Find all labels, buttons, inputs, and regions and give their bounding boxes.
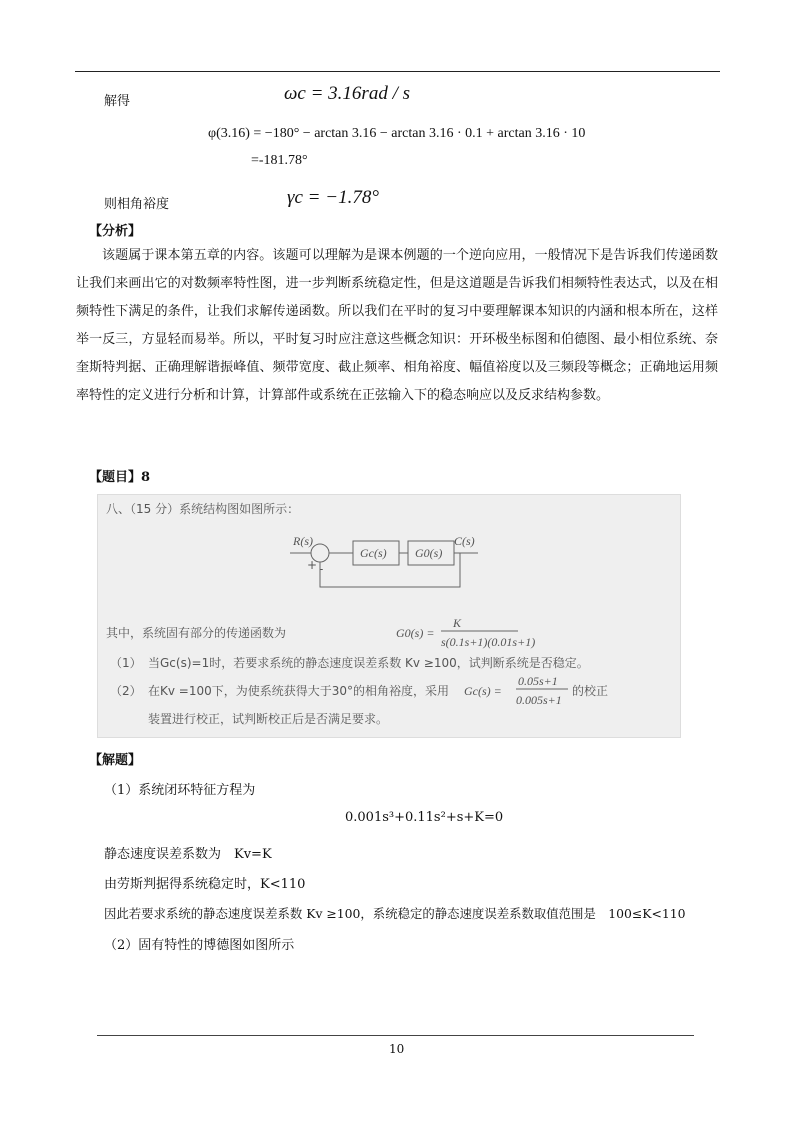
routh-line: 由劳斯判据得系统稳定时，K<110	[104, 877, 306, 892]
range-line: 因此若要求系统的静态速度误差系数 Kv ≥100，系统稳定的静态速度误差系数取值范围是 100≤K<110	[104, 906, 686, 921]
g0-denominator: s(0.1s+1)(0.01s+1)	[441, 635, 536, 649]
page-number: 10	[389, 1042, 405, 1056]
solution-part2: （2）固有特性的博德图如图所示	[104, 938, 295, 953]
analysis-paragraph	[76, 242, 718, 410]
kv-line: 静态速度误差系数为 Kv=K	[104, 847, 272, 862]
g0-label: G0(s)	[415, 546, 443, 560]
characteristic-equation: 0.001s³+0.11s²+s+K=0	[345, 810, 504, 825]
q2-gc: Gc(s) =	[464, 684, 502, 698]
q2-text-a: 在Kv =100下，为使系统获得大于30°的相角裕度，采用	[148, 684, 450, 698]
analysis-text: 该题属于课本第五章的内容。该题可以理解为是课本例题的一个逆向应用，一般情况下是告诉我们传递函数让我们来画出它的对数频率特性图，进一步判断系统稳定性，但是这道题是告诉我们相频特性表达式，以及在相频特性下满足的条件，让我们求解传递函数。所以我们在平时的复习中要理解课本知识的内涵和根本所在，这样举一反三，方显轻而易举。所以，平时复习时应注意这些概念知识：开环极坐标图和伯德图、最小相位系统、奈奎斯特判据、正确理解谐振峰值、频带宽度、截止频率、相角裕度、幅值裕度以及三频段等概念；正确地运用频率特性的定义进行分析和计算，计算部件或系统在正弦输入下的稳态响应以及反求结构参数。	[76, 248, 718, 403]
g0-numerator: K	[453, 616, 462, 630]
omega-equation: ωc = 3.16rad / s	[284, 83, 410, 104]
q2-denominator: 0.005s+1	[516, 693, 562, 707]
plus-sign: +	[307, 558, 318, 572]
phi-equation-line2: =-181.78°	[251, 153, 308, 168]
analysis-heading: 【分析】	[89, 224, 142, 239]
q2-text-c: 装置进行校正，试判断校正后是否满足要求。	[148, 712, 389, 726]
q2-text-b: 的校正	[572, 684, 609, 698]
minus-sign: -	[319, 562, 324, 576]
footer-rule	[97, 1035, 694, 1036]
header-rule	[75, 71, 720, 72]
gc-label: Gc(s)	[360, 546, 387, 560]
q2-number: （2）	[110, 684, 142, 698]
figure-title: 八、（15 分）系统结构图如图所示：	[106, 502, 300, 516]
q1-text: 当Gc(s)=1时，若要求系统的静态速度误差系数 Kv ≥100，试判断系统是否稳定。	[148, 656, 589, 670]
g0-intro: 其中，系统固有部分的传递函数为	[106, 626, 287, 640]
problem-figure	[97, 494, 681, 738]
phi-equation-line1: φ(3.16) = −180° − arctan 3.16 − arctan 3.16 · 0.1 + arctan 3.16 · 10	[208, 126, 586, 141]
output-label: C(s)	[454, 534, 475, 548]
gamma-equation: γc = −1.78°	[287, 187, 379, 208]
input-label: R(s)	[293, 534, 313, 548]
problem-heading: 【题目】8	[89, 470, 151, 485]
solution-part1: （1）系统闭环特征方程为	[104, 783, 256, 798]
block-diagram	[98, 495, 680, 737]
solution-heading: 【解题】	[89, 753, 142, 768]
margin-label: 则相角裕度	[104, 197, 170, 212]
q2-numerator: 0.05s+1	[518, 674, 558, 688]
q1-number: （1）	[110, 656, 142, 670]
g0-lhs: G0(s) =	[396, 626, 435, 640]
solve-label: 解得	[104, 94, 131, 109]
